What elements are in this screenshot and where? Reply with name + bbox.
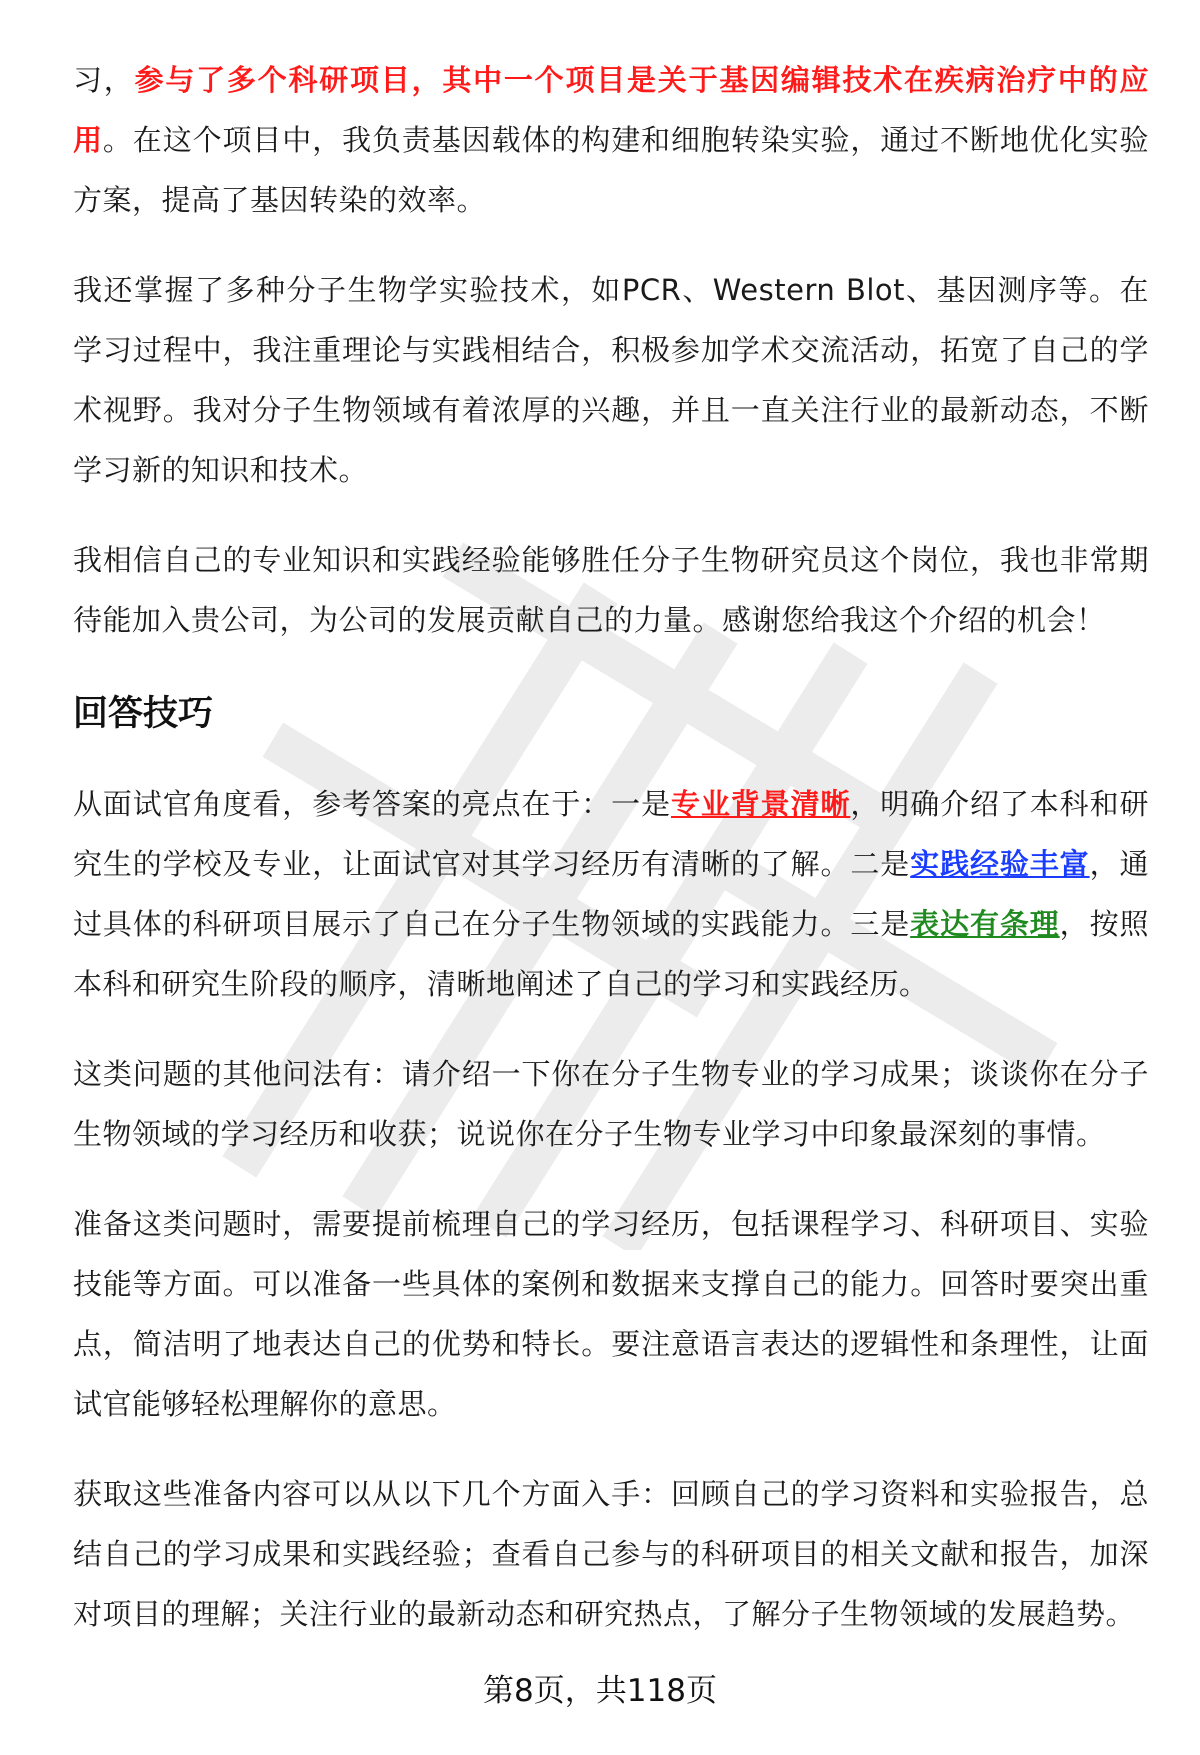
paragraph-alternative-questions: 这类问题的其他问法有：请介绍一下你在分子生物专业的学习成果；谈谈你在分子生物领域的学习经历和收获；说说你在分子生物专业学习中印象最深刻的事情。 — [73, 1057, 1149, 1151]
document-body — [73, 50, 1149, 1674]
paragraph-lab-skills: 我还掌握了多种分子生物学实验技术，如PCR、Western Blot、基因测序等。在学习过程中，我注重理论与实践相结合，积极参加学术交流活动，拓宽了自己的学术视野。我对分子生物领域有着浓厚的兴趣，并且一直关注行业的最新动态，不断学习新的知识和技术。 — [73, 273, 1149, 487]
text-fragment: ，按照本科和研究生阶段的顺序，清晰地阐述了自己的学习和实践经历。 — [73, 907, 1149, 1001]
highlight-research-projects: 参与了多个科研项目，其中一个项目是关于基因编辑技术在疾病治疗中的应用 — [73, 63, 1149, 157]
section-heading-answer-tips: 回答技巧 — [73, 694, 214, 734]
page-number-footer: 第8页，共118页 — [483, 1673, 717, 1709]
highlight-rich-experience: 实践经验丰富 — [910, 847, 1090, 881]
paragraph-highlights — [73, 774, 1149, 1014]
paragraph-sources: 获取这些准备内容可以从以下几个方面入手：回顾自己的学习资料和实验报告，总结自己的学习成果和实践经验；查看自己参与的科研项目的相关文献和报告，加深对项目的理解；关注行业的最新动态和研究热点，了解分子生物领域的发展趋势。 — [73, 1477, 1149, 1631]
paragraph-preparation: 准备这类问题时，需要提前梳理自己的学习经历，包括课程学习、科研项目、实验技能等方面。可以准备一些具体的案例和数据来支撑自己的能力。回答时要突出重点，简洁明了地表达自己的优势和特长。要注意语言表达的逻辑性和条理性，让面试官能够轻松理解你的意思。 — [73, 1207, 1149, 1421]
text-fragment: 从面试官角度看，参考答案的亮点在于：一是 — [73, 787, 671, 821]
paragraph-project — [73, 50, 1149, 230]
text-fragment: ，明确介绍了本科和研究生的学校及专业，让面试官对其学习经历有清晰的了解。二是 — [73, 787, 1149, 881]
highlight-organized-expression: 表达有条理 — [910, 907, 1060, 941]
paragraph-closing: 我相信自己的专业知识和实践经验能够胜任分子生物研究员这个岗位，我也非常期待能加入贵公司，为公司的发展贡献自己的力量。感谢您给我这个介绍的机会！ — [73, 543, 1149, 637]
text-fragment: 。在这个项目中，我负责基因载体的构建和细胞转染实验，通过不断地优化实验方案，提高了基因转染的效率。 — [73, 123, 1149, 217]
text-fragment: 习， — [73, 63, 135, 97]
highlight-background-clear: 专业背景清晰 — [670, 787, 851, 821]
text-fragment: ，通过具体的科研项目展示了自己在分子生物领域的实践能力。三是 — [73, 847, 1149, 941]
